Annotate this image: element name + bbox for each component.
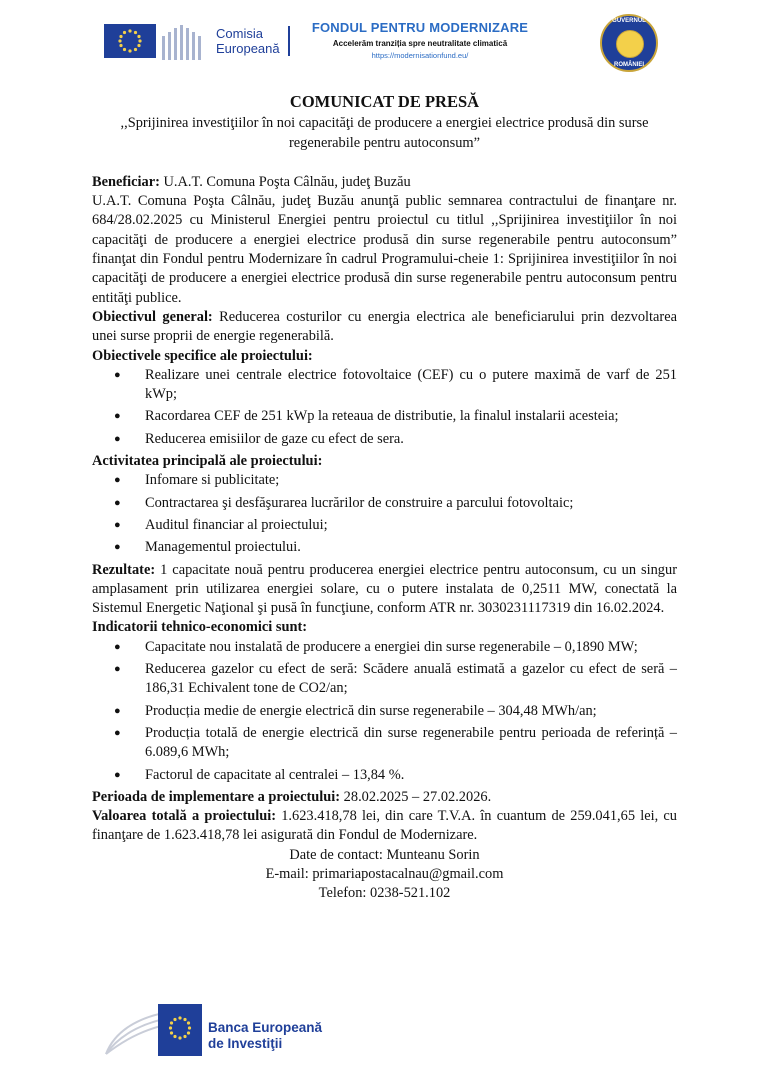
- list-item: ● Reducerea gazelor cu efect de seră: Scădere anuală estimată a gazelor cu efect de seră – 186,31 Echivalent tone de CO2/an;: [112, 660, 677, 699]
- indicators-heading: [92, 618, 677, 637]
- list-item: ● Infomare si publicitate;: [112, 471, 677, 490]
- list-item: ● Reducerea emisiilor de gaze cu efect de sera.: [112, 430, 677, 449]
- activities-heading: [92, 452, 677, 471]
- list-item: ● Producția totală de energie electrică din surse regenerabile pentru perioada de referință – 6.089,6 MWh;: [112, 724, 677, 763]
- ec-logo-line1: Comisia: [216, 26, 263, 41]
- gov-seal-bottom-text: ROMÂNIEI: [614, 62, 644, 68]
- activities-list: [92, 471, 677, 557]
- list-item: ● Realizare unei centrale electrice fotovoltaice (CEF) cu o putere maximă de varf de 251 kWp;: [112, 366, 677, 405]
- list-item: ● Producția medie de energie electrică din surse regenerabile – 304,48 MWh/an;: [112, 702, 677, 721]
- implementation-period: [92, 788, 677, 807]
- fund-tagline: Accelerăm tranziția spre neutralitate climatică: [332, 39, 508, 48]
- eib-line2: de Investiţii: [208, 1036, 283, 1051]
- general-objective: [92, 308, 677, 347]
- contact-person: Date de contact: Munteanu Sorin: [289, 846, 480, 863]
- results-value: 1 capacitate nouă pentru producerea energiei electrice pentru autoconsum, cu un singur amplasament prin utilizarea energiei solare, cu o putere instalata de 0,2511 MW, conectată la Sistemul Energetic Naţional şi pusă în funcţiune, conform ATR nr. 3030231117319 din 16.02.2024.: [92, 561, 677, 617]
- specific-objectives-list: [92, 366, 677, 449]
- fund-url: https://modernisationfund.eu/: [371, 51, 469, 60]
- gov-seal-top-text: GUVERNUL: [612, 18, 646, 24]
- coat-of-arms-icon: [616, 30, 644, 58]
- beneficiary: [92, 173, 677, 192]
- press-release-body: [92, 92, 677, 904]
- period-label: Perioada de implementare a proiectului:: [92, 788, 341, 805]
- period-value: 28.02.2025 – 27.02.2026.: [340, 788, 492, 805]
- project-value: [92, 807, 677, 846]
- specific-objectives-heading: [92, 347, 677, 366]
- specific-objectives-label: Obiectivele specifice ale proiectului:: [92, 347, 313, 364]
- contact-email: E-mail: primariapostacalnau@gmail.com: [265, 865, 504, 882]
- eib-line1: Banca Europeană: [208, 1020, 323, 1035]
- eu-flag-icon: [158, 1004, 202, 1056]
- commission-building-icon: [160, 22, 202, 60]
- intro-paragraph: U.A.T. Comuna Poşta Câlnău, judeţ Buzău anunţă public semnarea contractului de finanţare nr. 684/28.02.2025 cu Ministerul Energiei pentru proiectul cu titlul ,,Sprijinirea investiţiilor în noi capacităţi de producere a energiei electrice produsă din surse regenerabile pentru autoconsum” finanţat din Fondul pentru Modernizare în cadrul Programului-cheie 1: Sprijinirea investiţiilor în noi capacităţi de producere a energiei electrice produsă din surse regenerabile pentru autoconsum pentru entităţi publice.: [92, 193, 677, 306]
- eu-flag-icon: [104, 24, 156, 58]
- european-commission-logo: [104, 22, 290, 60]
- page-title: COMUNICAT DE PRESĂ: [289, 92, 480, 111]
- eib-logo: [104, 998, 434, 1068]
- ec-logo-text: [216, 26, 290, 56]
- list-item: ● Racordarea CEF de 251 kWp la reteaua de distributie, la finalul instalarii acesteia;: [112, 407, 677, 426]
- value-value: 1.623.418,78 lei, din care T.V.A. în cuantum de 259.041,65 lei, cu finanţare de 1.623.418,78 lei asigurată din Fondul de Modernizare.: [92, 808, 677, 844]
- beneficiary-value: U.A.T. Comuna Poşta Câlnău, judeţ Buzău: [159, 173, 411, 190]
- page-subtitle: ,,Sprijinirea investiţiilor în noi capacităţi de producere a energiei electrice produsă din surse regenerabile pentru autoconsum”: [120, 115, 649, 151]
- list-item: ● Managementul proiectului.: [112, 538, 677, 557]
- indicators-label: Indicatorii tehnico-economici sunt:: [92, 619, 308, 636]
- fund-title: FONDUL PENTRU MODERNIZARE: [311, 20, 529, 35]
- results: [92, 561, 677, 619]
- romanian-government-seal: [600, 14, 658, 72]
- list-item: ● Auditul financiar al proiectului;: [112, 516, 677, 535]
- list-item: ● Contractarea şi desfăşurarea lucrărilor de construire a parcului fotovoltaic;: [112, 494, 677, 513]
- results-label: Rezultate:: [92, 561, 156, 578]
- list-item: ● Capacitate nou instalată de producere a energiei din surse regenerabile – 0,1890 MW;: [112, 638, 677, 657]
- indicators-list: [92, 638, 677, 785]
- eib-logo-text: [208, 1020, 322, 1052]
- modernisation-fund-logo: [300, 20, 540, 60]
- general-objective-label: Obiectivul general:: [92, 308, 213, 325]
- general-objective-value: Reducerea costurilor cu energia electrica ale beneficiarului prin dezvoltarea unei surse proprii de energie regenerabilă.: [92, 308, 677, 345]
- contact-phone: Telefon: 0238-521.102: [318, 885, 451, 902]
- beneficiary-label: Beneficiar:: [92, 173, 160, 190]
- header-logos: [0, 14, 768, 84]
- activities-label: Activitatea principală ale proiectului:: [92, 453, 323, 470]
- list-item: ● Factorul de capacitate al centralei – 13,84 %.: [112, 766, 677, 785]
- value-label: Valoarea totală a proiectului:: [92, 808, 277, 825]
- ec-logo-line2: Europeană: [216, 41, 280, 56]
